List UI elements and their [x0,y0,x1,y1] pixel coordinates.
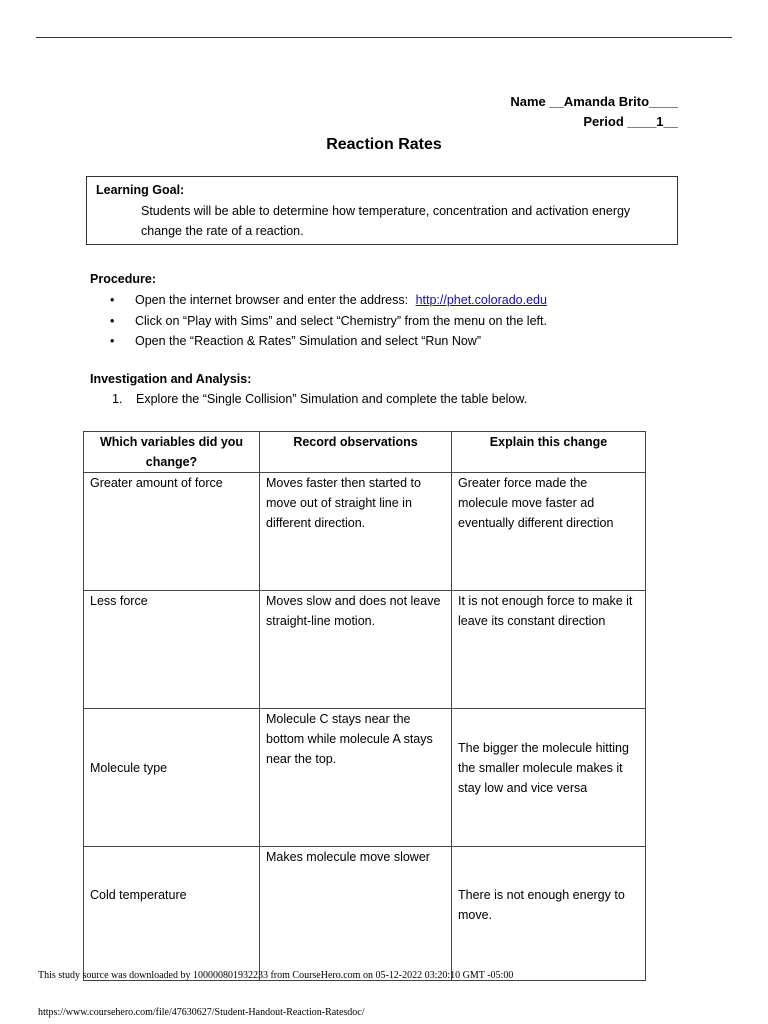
list-item [110,331,547,352]
bullet-icon: • [110,313,115,328]
table-cell: There is not enough energy to move. [452,847,646,981]
table-cell: Molecule type [84,709,260,847]
header-variables: Which variables did you change? [84,432,260,473]
observation-table [83,431,646,981]
learning-goal-text: Students will be able to determine how temperature, concentration and activation energy change the rate of a reaction. [141,204,631,238]
procedure-step-text: Open the internet browser and enter the address: [135,293,409,307]
table-row [84,473,646,591]
procedure-label: Procedure: [90,272,156,286]
table-cell: Moves slow and does not leave straight-line motion. [260,591,452,709]
procedure-list [110,290,547,352]
item-number: 1. [112,392,123,406]
table-cell: Moves faster then started to move out of straight line in different direction. [260,473,452,591]
table-cell: Greater amount of force [84,473,260,591]
table-cell: It is not enough force to make it leave its constant direction [452,591,646,709]
page-title: Reaction Rates [326,136,442,153]
table-cell: Less force [84,591,260,709]
student-name: Name __Amanda Brito____ [510,94,678,109]
source-url[interactable]: https://www.coursehero.com/file/47630627/Student-Handout-Reaction-Ratesdoc/ [38,1007,365,1018]
header-observations: Record observations [260,432,452,473]
list-item [110,311,547,332]
download-source-note: This study source was downloaded by 100000801932233 from CourseHero.com on 05-12-2022 03:20:10 GMT -05:00 [38,970,514,981]
procedure-step-text: Click on “Play with Sims” and select “Chemistry” from the menu on the left. [135,313,547,328]
investigation-label: Investigation and Analysis: [90,372,252,386]
table-cell: Greater force made the molecule move faster ad eventually different direction [452,473,646,591]
student-period: Period ____1__ [583,114,678,129]
table-cell: Makes molecule move slower [260,847,452,981]
table-cell: Cold temperature [84,847,260,981]
procedure-step-text: Open the “Reaction & Rates” Simulation and select “Run Now” [135,334,481,348]
header-explanation: Explain this change [452,432,646,473]
table-row [84,847,646,981]
table-cell: Molecule C stays near the bottom while molecule A stays near the top. [260,709,452,847]
learning-goal-label: Learning Goal: [96,183,185,197]
investigation-item-text: Explore the “Single Collision” Simulation and complete the table below. [136,392,528,406]
learning-goal-box [86,176,678,245]
phet-link[interactable]: http://phet.colorado.edu [415,293,547,307]
table-row [84,591,646,709]
top-rule [36,37,732,38]
bullet-icon: • [110,334,115,348]
bullet-icon: • [110,293,115,307]
table-header-row [84,432,646,473]
table-cell: The bigger the molecule hitting the smaller molecule makes it stay low and vice versa [452,709,646,847]
list-item [110,290,547,311]
table-row [84,709,646,847]
investigation-item [112,392,527,406]
